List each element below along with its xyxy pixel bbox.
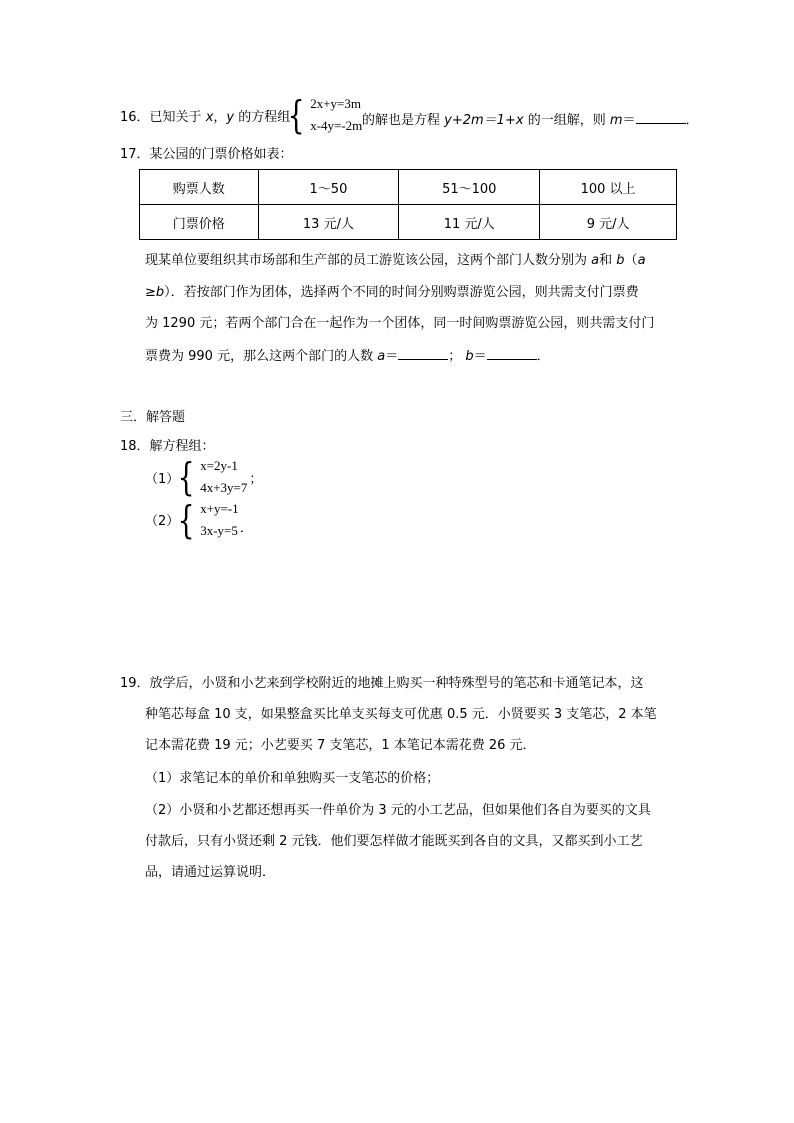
q17-end: ． [536, 349, 550, 364]
q17-number: 17． [120, 147, 150, 162]
q18-p1-eq1: x=2y-1 [200, 458, 238, 473]
q17-eq-sign-a: ＝ [385, 349, 399, 364]
q17-var-a: a [591, 253, 600, 268]
q16-var-x: x [205, 110, 214, 125]
q16-eq1: 2x+y=3m [310, 96, 361, 111]
q17-paragraph-line1 [145, 254, 646, 267]
q19-line1 [120, 677, 644, 690]
q17-answer-a-label: a [377, 349, 386, 364]
q16-equation: y+2m＝1+x [444, 113, 524, 128]
table-cell: 9 元/人 [540, 205, 677, 240]
q17-answer-b-label: b [465, 349, 474, 364]
table-cell: 11 元/人 [399, 205, 540, 240]
q16-equations [310, 95, 362, 135]
q17-intro-line [120, 148, 293, 161]
q16-answer-blank[interactable] [636, 111, 686, 124]
q17-line3-text: 为 1290 元；若两个部门合在一起作为一个团体，同一时间购票游览公园，则共需支付门 [145, 316, 655, 331]
q19-line1-text: 放学后，小贤和小艺来到学校附近的地摊上购买一种特殊型号的笔芯和卡通笔记本，这 [149, 676, 644, 691]
table-cell: 1～50 [258, 170, 399, 205]
q18-part1-equations [200, 457, 247, 497]
q18-number: 18． [120, 439, 150, 454]
q16-end: ． [685, 113, 699, 128]
q19-sub1: （1）求笔记本的单价和单独购买一支笔芯的价格； [145, 771, 440, 786]
q17-line4-text: 票费为 990 元，那么这两个部门的人数 [145, 349, 374, 364]
q16-line [120, 111, 290, 124]
q17-paragraph-line3 [145, 317, 654, 330]
q16-line-rest [362, 111, 699, 127]
q17-geq: ≥ [145, 285, 156, 300]
q16-comma: ， [213, 110, 227, 125]
q17-var-b: b [616, 253, 625, 268]
q18-p2-end: ． [239, 521, 253, 536]
q18-p2-eq1: x+y=-1 [200, 501, 239, 516]
q19-sub2-line2: 付款后，只有小贤还剩 2 元钱．他们要怎样做才能既买到各自的文具，又都买到小工艺 [145, 834, 643, 849]
q17-var-a2: a [637, 253, 646, 268]
q18-part2-label: （2） [145, 514, 180, 529]
q18-part2-brace: { [177, 498, 195, 542]
q18-intro: 解方程组： [149, 439, 215, 454]
q18-part2-equations [200, 500, 239, 540]
table-cell: 51～100 [399, 170, 540, 205]
q19-line3: 记本需花费 19 元；小艺要买 7 支笔芯，1 本笔记本需花费 26 元． [145, 738, 536, 753]
q16-var-m: m [609, 113, 623, 128]
table-cell-header-price: 门票价格 [140, 205, 259, 240]
q16-eq2: x-4y=-2m [310, 118, 363, 133]
q16-number: 16． [120, 110, 150, 125]
ticket-price-table [139, 169, 677, 240]
table-row-buyers [140, 170, 677, 205]
q17-paragraph-line2 [145, 286, 639, 299]
q18-part1-label: （1） [145, 472, 180, 487]
q18-part1-brace: { [177, 455, 195, 499]
table-cell: 13 元/人 [258, 205, 399, 240]
q17-answer-a-blank[interactable] [398, 347, 448, 360]
q18-p2-eq2: 3x-y=5 [200, 523, 238, 538]
q19-sub2-line3: 品，请通过运算说明． [145, 865, 276, 880]
q17-var-b2: b [155, 285, 165, 300]
q16-text3: 的解也是方程 [362, 113, 441, 128]
q18-part1-system [174, 457, 262, 497]
q19-sub2-line1: （2）小贤和小艺都还想再买一件单价为 3 元的小工艺品，但如果他们各自为要买的文具 [145, 803, 651, 818]
q19-number: 19． [120, 676, 150, 691]
q16-equation-system [284, 95, 362, 135]
table-cell: 100 以上 [540, 170, 677, 205]
q16-text1: 已知关于 [149, 110, 202, 125]
section-title: 三．解答题 [120, 410, 186, 425]
q18-intro-line [120, 440, 215, 453]
q17-paragraph-line4 [145, 347, 550, 363]
q16-brace: { [287, 93, 305, 137]
q16-var-y: y [226, 110, 235, 125]
q17-answer-b-blank[interactable] [487, 347, 537, 360]
q18-p1-eq2: 4x+3y=7 [200, 480, 248, 495]
q17-line1-text: 现某单位要组织其市场部和生产部的员工游览该公园，这两个部门人数分别为 [145, 253, 588, 268]
q18-p1-end: ； [249, 471, 263, 487]
q17-and: 和 [599, 253, 613, 268]
table-cell-header-buyers: 购票人数 [140, 170, 259, 205]
q17-eq-sign-b: ＝ [473, 349, 487, 364]
q17-intro: 某公园的门票价格如表： [149, 147, 293, 162]
q16-text2: 的方程组 [238, 110, 291, 125]
q18-part2-system [174, 500, 253, 540]
q17-paren: （ [624, 253, 638, 268]
q17-line2-text: ）．若按部门作为团体，选择两个不同的时间分别购票游览公园，则共需支付门票费 [164, 285, 639, 300]
q19-line2: 种笔芯每盒 10 支，如果整盒买比单支买每支可优惠 0.5 元．小贤要买 3 支笔芯，2 本笔 [145, 707, 657, 722]
q16-text4: 的一组解，则 [527, 113, 606, 128]
q16-eq-sign: ＝ [622, 113, 636, 128]
table-row-price [140, 205, 677, 240]
q17-separator: ； [448, 349, 462, 364]
